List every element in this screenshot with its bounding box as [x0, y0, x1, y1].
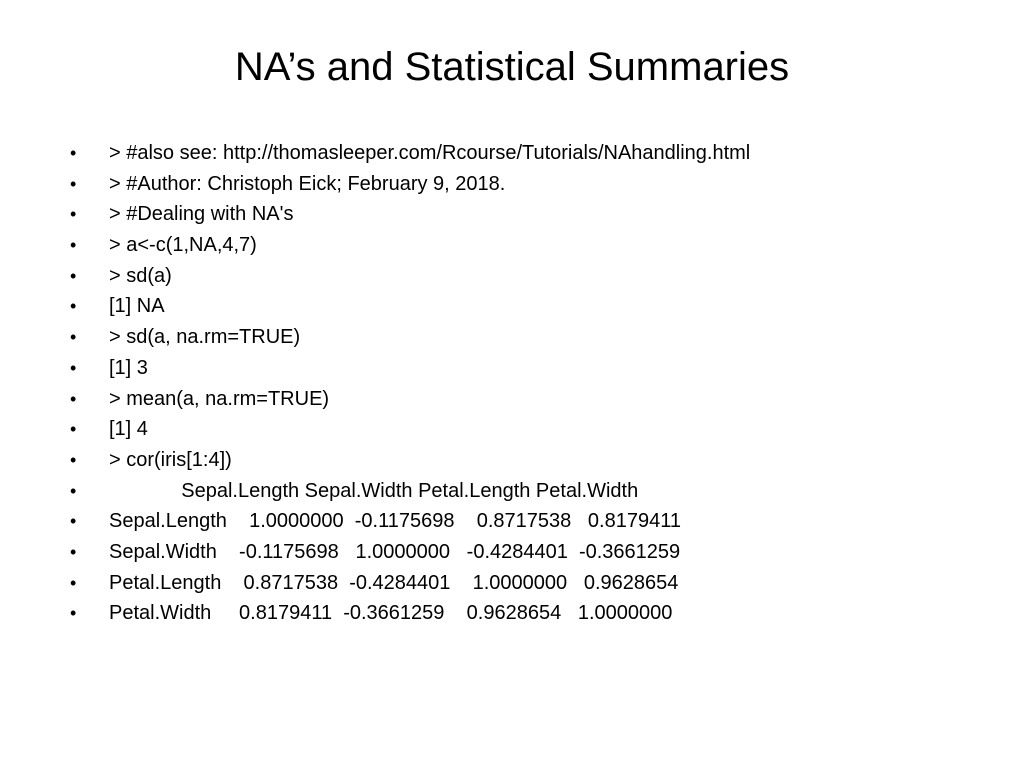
bullet-text: [1] 4	[109, 418, 148, 441]
bullet-text: [1] NA	[109, 295, 165, 318]
bullet-dot: •	[70, 265, 77, 286]
bullet-dot: •	[70, 235, 77, 256]
bullet-text: > sd(a, na.rm=TRUE)	[109, 326, 301, 349]
bullet-text: Petal.Width 0.8179411 -0.3661259 0.9628654 1.0000000	[109, 602, 673, 625]
bullet-text: > sd(a)	[109, 264, 172, 287]
bullet-list	[70, 138, 970, 629]
bullet-text: Sepal.Length Sepal.Width Petal.Length Petal.Width	[109, 479, 639, 502]
bullet-text: > #Dealing with NA's	[109, 203, 294, 226]
bullet-text: > #Author: Christoph Eick; February 9, 2018.	[109, 172, 506, 195]
bullet-dot: •	[70, 480, 77, 501]
bullet-text: Sepal.Width -0.1175698 1.0000000 -0.4284401 -0.3661259	[109, 540, 681, 563]
bullet-dot: •	[70, 388, 77, 409]
bullet-text: Petal.Length 0.8717538 -0.4284401 1.0000000 0.9628654	[109, 571, 679, 594]
bullet-item	[70, 598, 970, 629]
bullet-item	[70, 506, 970, 537]
bullet-item	[70, 199, 970, 230]
bullet-dot: •	[70, 511, 77, 532]
bullet-text: > #also see: http://thomasleeper.com/Rcourse/Tutorials/NAhandling.html	[109, 142, 751, 164]
bullet-dot: •	[70, 173, 77, 194]
bullet-text: > mean(a, na.rm=TRUE)	[109, 387, 330, 410]
bullet-dot: •	[70, 327, 77, 348]
bullet-dot: •	[70, 204, 77, 225]
bullet-item	[70, 353, 970, 384]
bullet-dot: •	[70, 449, 77, 470]
bullet-dot: •	[70, 603, 77, 624]
bullet-dot: •	[70, 143, 77, 163]
bullet-item	[70, 568, 970, 599]
bullet-item	[70, 261, 970, 292]
bullet-item	[70, 291, 970, 322]
bullet-item	[70, 476, 970, 507]
bullet-text: > a<-c(1,NA,4,7)	[109, 234, 257, 257]
bullet-dot: •	[70, 541, 77, 562]
slide-title: NA’s and Statistical Summaries	[234, 45, 790, 89]
bullet-text: > cor(iris[1:4])	[109, 448, 232, 471]
bullet-dot: •	[70, 572, 77, 593]
bullet-item	[70, 230, 970, 261]
bullet-item	[70, 384, 970, 415]
bullet-item	[70, 169, 970, 200]
bullet-item	[70, 322, 970, 353]
bullet-item	[70, 138, 970, 169]
bullet-item	[70, 414, 970, 445]
bullet-text: [1] 3	[109, 356, 148, 379]
bullet-text: Sepal.Length 1.0000000 -0.1175698 0.8717538 0.8179411	[109, 510, 681, 533]
bullet-dot: •	[70, 296, 77, 317]
bullet-item	[70, 445, 970, 476]
bullet-item	[70, 537, 970, 568]
bullet-dot: •	[70, 419, 77, 440]
bullet-dot: •	[70, 357, 77, 378]
